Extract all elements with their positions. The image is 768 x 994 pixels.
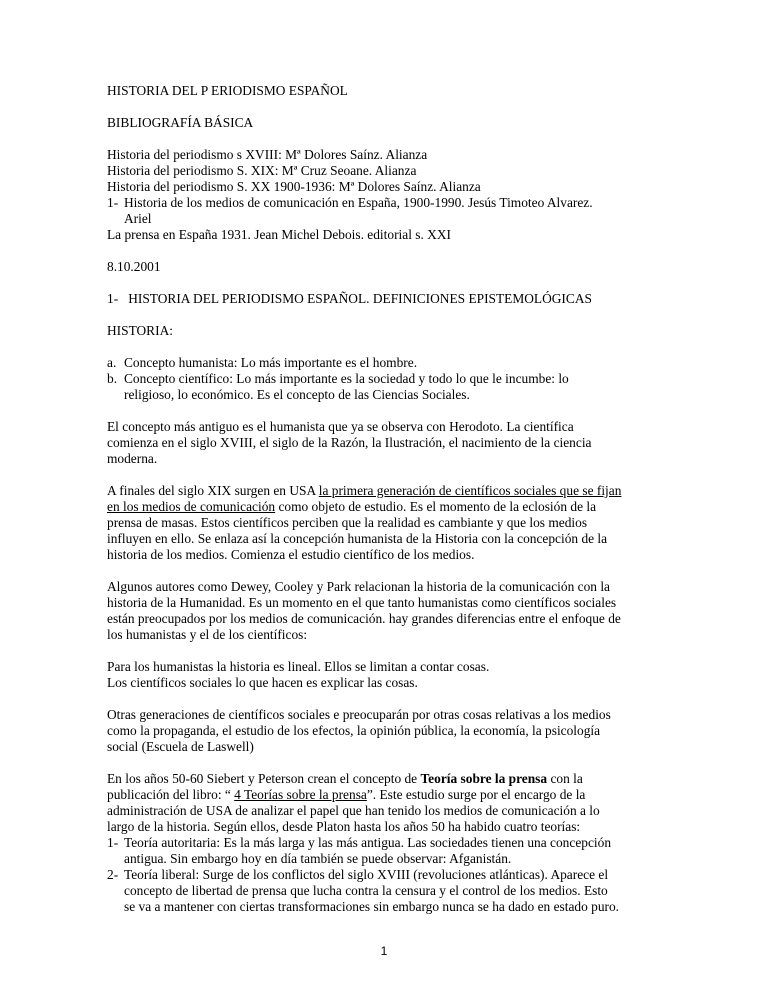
paragraph-line: como la propaganda, el estudio de los efectos, la opinión pública, la economía, la psicología — [107, 723, 601, 738]
list-marker: a. — [107, 355, 117, 370]
bibliography-entry: Historia del periodismo S. XIX: Mª Cruz Seoane. Alianza — [107, 163, 417, 178]
list-item-text: Concepto humanista: Lo más importante es el hombre. — [124, 355, 418, 370]
paragraph-line: administración de USA de analizar el papel que han tenido los medios de comunicación a lo — [107, 803, 600, 818]
list-item-text: antigua. Sin embargo hoy en día también se puede observar: Afganistán. — [124, 851, 512, 866]
paragraph — [107, 419, 667, 467]
text-run: ”. Este estudio surge por el encargo de la — [366, 787, 586, 802]
bibliography-entry: Historia del periodismo S. XX 1900-1936: Mª Dolores Saínz. Alianza — [107, 179, 481, 194]
paragraph-line: Para los humanistas la historia es lineal. Ellos se limitan a contar cosas. — [107, 659, 490, 674]
paragraph-line — [107, 499, 667, 515]
paragraph-line: los humanistas y el de los científicos: — [107, 627, 308, 642]
paragraph-line: Los científicos sociales lo que hacen es explicar las cosas. — [107, 675, 418, 690]
list-item-text: se va a mantener con ciertas transformaciones sin embargo nunca se ha dado en estado puro. — [124, 899, 620, 914]
paragraph — [107, 483, 667, 563]
paragraph-line: historia de los medios. Comienza el estudio científico de los medios. — [107, 547, 475, 562]
date-line — [107, 259, 667, 275]
text-run: como objeto de estudio. Es el momento de la eclosión de la — [275, 499, 597, 514]
paragraph — [107, 771, 667, 835]
bibliography-list — [107, 147, 667, 195]
paragraph-line: Otras generaciones de científicos sociales e preocuparán por otras cosas relativas a los medios — [107, 707, 611, 722]
section-heading-text: 1- HISTORIA DEL PERIODISMO ESPAÑOL. DEFINICIONES EPISTEMOLÓGICAS — [107, 291, 592, 306]
text-run: En los años 50-60 Siebert y Peterson crean el concepto de — [107, 771, 421, 786]
list-marker: 1- — [107, 835, 119, 850]
paragraph — [107, 579, 667, 643]
theories-list — [107, 835, 667, 915]
list-item — [107, 867, 667, 915]
text-run: publicación del libro: “ — [107, 787, 235, 802]
list-item — [107, 371, 667, 403]
paragraph-line: moderna. — [107, 451, 158, 466]
paragraph-line — [107, 483, 667, 499]
bibliography-heading-text: BIBLIOGRAFÍA BÁSICA — [107, 115, 254, 130]
paragraph — [107, 659, 667, 691]
paragraph-line: historia de la Humanidad. Es un momento en el que tanto humanistas como científicos sociales — [107, 595, 617, 610]
text-run: con la — [547, 771, 583, 786]
list-marker: 2- — [107, 867, 119, 882]
bibliography-entry-line: Historia de los medios de comunicación en España, 1900-1990. Jesús Timoteo Alvarez. — [124, 195, 593, 210]
page-number: 1 — [380, 944, 388, 958]
list-marker: 1- — [107, 195, 119, 210]
historia-label-text: HISTORIA: — [107, 323, 173, 338]
paragraph-line: largo de la historia. Según ellos, desde Platon hasta los años 50 ha habido cuatro teorías: — [107, 819, 581, 834]
date-text: 8.10.2001 — [107, 259, 161, 274]
bibliography-entry: Historia del periodismo s XVIII: Mª Dolores Saínz. Alianza — [107, 147, 428, 162]
list-item — [107, 355, 667, 371]
paragraph-line: están preocupados por los medios de comunicación. hay grandes diferencias entre el enfoque de — [107, 611, 621, 626]
text-run: A finales del siglo XIX surgen en USA — [107, 483, 319, 498]
paragraph-line: Algunos autores como Dewey, Cooley y Park relacionan la historia de la comunicación con la — [107, 579, 610, 594]
document-title — [107, 83, 667, 99]
list-item — [107, 835, 667, 867]
section-heading — [107, 291, 667, 307]
paragraph-line — [107, 787, 667, 803]
list-item-text: religioso, lo económico. Es el concepto de las Ciencias Sociales. — [124, 387, 470, 402]
paragraph-line: social (Escuela de Laswell) — [107, 739, 254, 754]
paragraph-line: El concepto más antiguo es el humanista que ya se observa con Herodoto. La científica — [107, 419, 574, 434]
list-item-text: Teoría autoritaria: Es la más larga y las más antigua. Las sociedades tienen una concepción — [124, 835, 612, 850]
paragraph-line: prensa de masas. Estos científicos perciben que la realidad es cambiante y que los medios — [107, 515, 588, 530]
underlined-text: la primera generación de científicos sociales que se fijan — [318, 483, 622, 498]
list-item-text: Teoría liberal: Surge de los conflictos del siglo XVIII (revoluciones atlánticas). Aparece el — [124, 867, 609, 882]
list-item-text: concepto de libertad de prensa que lucha contra la censura y el control de los medios. Esto — [124, 883, 608, 898]
paragraph-line — [107, 771, 667, 787]
title-text: HISTORIA DEL P ERIODISMO ESPAÑOL — [107, 83, 348, 98]
bibliography-numbered-entry — [107, 195, 667, 227]
bibliography-heading — [107, 115, 667, 131]
underlined-text: en los medios de comunicación — [107, 499, 276, 514]
list-item-text: Concepto científico: Lo más importante es la sociedad y todo lo que le incumbe: lo — [124, 371, 569, 386]
bibliography-entry: La prensa en España 1931. Jean Michel Debois. editorial s. XXI — [107, 227, 451, 242]
list-marker: b. — [107, 371, 118, 386]
paragraph-line: influyen en ello. Se enlaza así la concepción humanista de la Historia con la concepción de la — [107, 531, 608, 546]
paragraph — [107, 707, 667, 755]
underlined-text: 4 Teorías sobre la prensa — [234, 787, 367, 802]
bibliography-last-entry — [107, 227, 667, 243]
bibliography-entry-line: Ariel — [124, 211, 152, 226]
paragraph-line: comienza en el siglo XVIII, el siglo de la Razón, la Ilustración, el nacimiento de la ciencia — [107, 435, 592, 450]
bold-text: Teoría sobre la prensa — [420, 771, 548, 786]
concepts-list — [107, 355, 667, 403]
historia-label — [107, 323, 667, 339]
